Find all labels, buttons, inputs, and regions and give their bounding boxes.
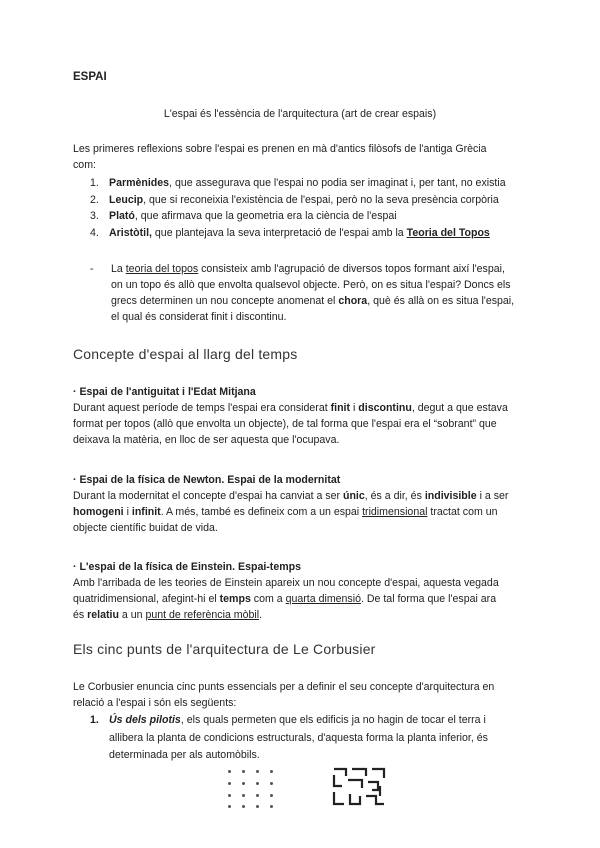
philosophers-list (73, 176, 527, 242)
list-number: 1. (90, 177, 99, 189)
intro-line-1: Les primeres reflexions sobre l'espai es prenen en mà d'antics filòsofs de l'antiga Grècia (73, 143, 487, 155)
quarta-dimensio-link[interactable]: quarta dimensió (285, 593, 361, 605)
floor-plan-figure (332, 766, 386, 808)
newton-title: · Espai de la física de Newton. Espai de la modernitat (73, 474, 341, 486)
page-title: ESPAI (73, 71, 107, 83)
punt-referencia-link[interactable]: punt de referència mòbil (145, 609, 260, 621)
teoria-topos-inline-link[interactable]: teoria del topos (125, 263, 199, 275)
point1-line-1: Ús dels pilotis, els quals permeten que els edificis ja no hagin de tocar el terra i (109, 714, 486, 726)
einstein-title: · L'espai de la física de Einstein. Espai-temps (73, 561, 302, 573)
newton-line-3: objecte científic buidat de vida. (73, 522, 218, 534)
philosopher-name: Aristòtil, (109, 226, 152, 239)
einstein-line-3: és relatiu a un punt de referència mòbil. (73, 609, 263, 621)
point-number: 1. (90, 714, 99, 726)
philosopher-name: Leucip (109, 193, 144, 206)
antiquity-line-1: Durant aquest període de temps l'espai era considerat finit i discontinu, degut a que estava (73, 402, 508, 414)
newton-line-1: Durant la modernitat el concepte d'espai ha canviat a ser únic, és a dir, és indivisible i a ser (73, 490, 509, 502)
list-item (73, 193, 527, 210)
teoria-topos-link[interactable]: Teoria del Topos (406, 226, 490, 239)
list-number: 3. (90, 210, 99, 222)
topos-line-4: el qual és considerat finit i discontinu. (111, 311, 287, 323)
einstein-line-2: quatridimensional, afegint-hi el temps com a quarta dimensió. De tal forma que l'espai ara (73, 593, 497, 605)
point1-line-2: allibera la planta de condicions estructurals, d'aquesta forma la planta inferior, és (109, 732, 488, 744)
topos-line-3: grecs determinen un nou concepte anomenat el chora, què és allà on es situa l'espai, (111, 295, 515, 307)
antiquity-line-3: deixava la matèria, en lloc de ser aquesta que l'ocupava. (73, 434, 340, 446)
corbusier-intro-line-1: Le Corbusier enuncia cinc punts essencials per a definir el seu concepte d'arquitectura en (73, 681, 495, 693)
philosopher-text: , que assegurava que l'espai no podia ser imaginat i, per tant, no existia (169, 177, 506, 189)
pilotis-grid-figure (226, 767, 278, 809)
antiquity-title: · Espai de l'antiguitat i l'Edat Mitjana (73, 386, 256, 398)
tridimensional-link[interactable]: tridimensional (362, 506, 428, 518)
pilotis-term: Ús dels pilotis (109, 714, 181, 726)
philosopher-text: , que afirmava que la geometria era la ciència de l'espai (134, 210, 397, 222)
list-number: 2. (90, 193, 99, 206)
list-item (73, 226, 527, 243)
topos-line-2: on un topo és allò que envolta qualsevol objecte. Però, on es situa l'espai? Doncs els (111, 279, 511, 291)
philosopher-text: que plantejava la seva interpretació de l'espai amb la (151, 226, 407, 239)
intro-line-2: com: (73, 159, 96, 171)
philosopher-text: , que si reconeixia l'existència de l'espai, però no la seva presència corpòria (143, 193, 499, 206)
chora-term: chora (338, 295, 368, 307)
list-item (73, 176, 527, 193)
list-number: 4. (90, 226, 99, 239)
subtitle: L'espai és l'essència de l'arquitectura (art de crear espais) (163, 108, 437, 120)
topos-line-1: La teoria del topos consisteix amb l'agrupació de diversos topos formant així l'espai, (111, 263, 505, 275)
antiquity-line-2: format per topos (allò que envolta un objecte), de tal forma que l'espai era el “sobrant” que (73, 418, 497, 430)
point1-line-3: determinada per als automòbils. (109, 749, 260, 761)
section-heading-le-corbusier: Els cinc punts de l'arquitectura de Le Corbusier (73, 641, 376, 657)
list-item (73, 209, 527, 226)
newton-line-2: homogeni i infinit. A més, també es defineix com a un espai tridimensional tractat com un (73, 506, 498, 518)
corbusier-intro-line-2: relació a l'espai i són els següents: (73, 697, 237, 709)
section-heading-concepte: Concepte d'espai al llarg del temps (73, 346, 298, 362)
dash-bullet: - (90, 263, 94, 275)
philosopher-name: Parmènides (109, 177, 170, 189)
einstein-line-1: Amb l'arribada de les teories de Einstein apareix un nou concepte d'espai, aquesta vegada (73, 577, 499, 589)
philosopher-name: Plató (109, 210, 135, 222)
topos-note (90, 262, 527, 328)
